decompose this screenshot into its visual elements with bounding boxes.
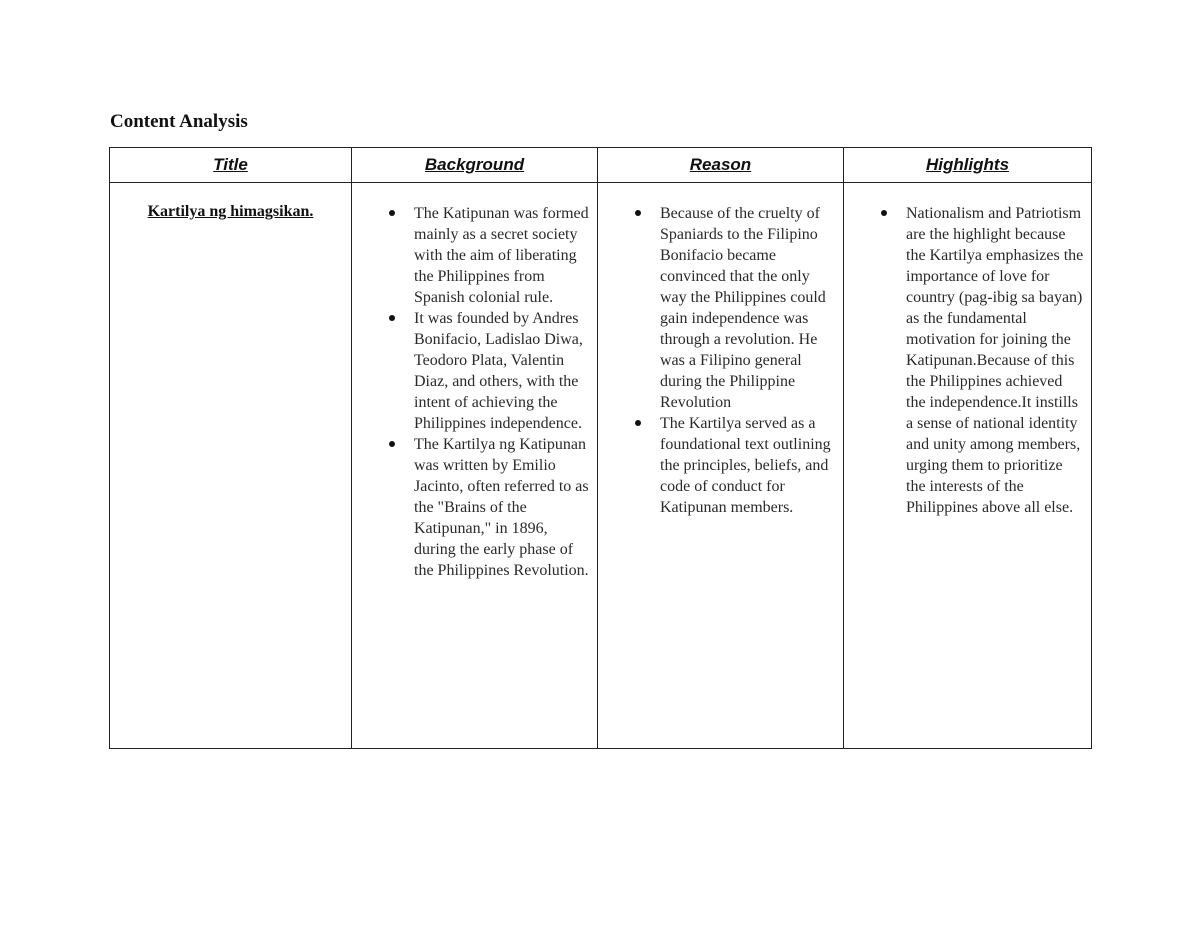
row-title: Kartilya ng himagsikan. bbox=[147, 203, 314, 220]
background-item: The Kartilya ng Katipunan was written by Emilio Jacinto, often referred to as the "Brains of the Katipunan," in 1896, during the early phase of the Philippines Revolution. bbox=[414, 434, 591, 581]
background-item: The Katipunan was formed mainly as a secret society with the aim of liberating the Philippines from Spanish colonial rule. bbox=[414, 203, 591, 308]
header-title: Title bbox=[110, 148, 352, 183]
highlights-list bbox=[844, 203, 1091, 518]
header-highlights: Highlights bbox=[844, 148, 1092, 183]
background-cell bbox=[352, 183, 598, 749]
table-row bbox=[110, 183, 1092, 749]
reason-list bbox=[598, 203, 843, 518]
page-heading: Content Analysis bbox=[110, 111, 248, 132]
background-list bbox=[352, 203, 597, 581]
reason-item: The Kartilya served as a foundational text outlining the principles, beliefs, and code of conduct for Katipunan members. bbox=[660, 413, 837, 518]
highlights-cell bbox=[844, 183, 1092, 749]
content-analysis-table bbox=[109, 147, 1092, 749]
header-reason: Reason bbox=[598, 148, 844, 183]
table-header-row bbox=[110, 148, 1092, 183]
reason-cell bbox=[598, 183, 844, 749]
header-background: Background bbox=[352, 148, 598, 183]
title-cell bbox=[110, 183, 352, 749]
background-item: It was founded by Andres Bonifacio, Ladislao Diwa, Teodoro Plata, Valentin Diaz, and others, with the intent of achieving the Philippines independence. bbox=[414, 308, 591, 434]
reason-item: Because of the cruelty of Spaniards to the Filipino Bonifacio became convinced that the only way the Philippines could gain independence was through a revolution. He was a Filipino general during the Philippine Revolution bbox=[660, 203, 837, 413]
highlights-item: Nationalism and Patriotism are the highlight because the Kartilya emphasizes the importance of love for country (pag-ibig sa bayan) as the fundamental motivation for joining the Katipunan.Because of this the Philippines achieved the independence.It instills a sense of national identity and unity among members, urging them to prioritize the interests of the Philippines above all else. bbox=[906, 205, 1084, 516]
